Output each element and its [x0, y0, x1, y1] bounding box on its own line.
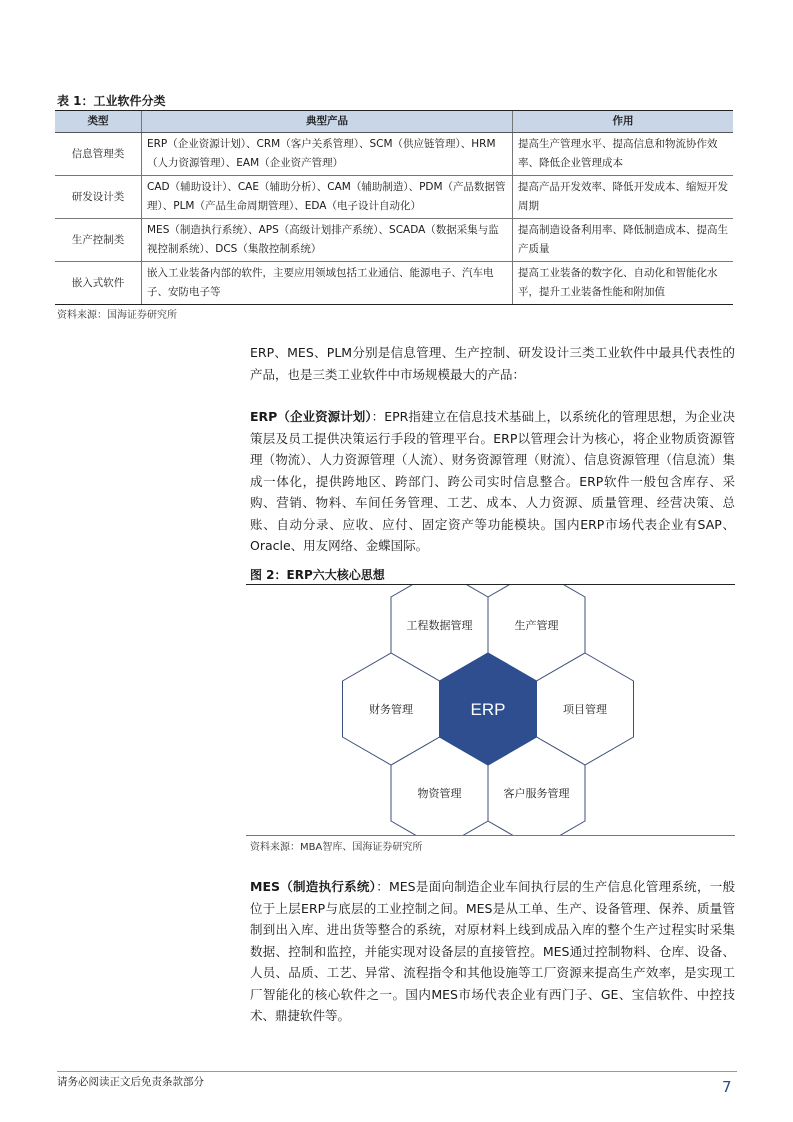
hex-label: 客户服务管理 — [503, 788, 570, 800]
header-products: 典型产品 — [142, 111, 513, 133]
type-cell: 信息管理类 — [55, 133, 142, 176]
products-cell: ERP（企业资源计划）、CRM（客户关系管理）、SCM（供应链管理）、HRM（人力资源管理）、EAM（企业资产管理） — [142, 133, 513, 176]
classification-table — [55, 110, 733, 305]
page-number: 7 — [722, 1078, 732, 1096]
footer-divider — [57, 1071, 737, 1072]
effect-cell: 提高工业装备的数字化、自动化和智能化水平，提升工业装备性能和附加值 — [513, 262, 734, 305]
effect-cell: 提高制造设备利用率、降低制造成本、提高生产质量 — [513, 219, 734, 262]
effect-cell: 提高产品开发效率、降低开发成本、缩短开发周期 — [513, 176, 734, 219]
hex-label: 物资管理 — [417, 788, 462, 800]
products-cell: CAD（辅助设计）、CAE（辅助分析）、CAM（辅助制造）、PDM（产品数据管理）、PLM（产品生命周期管理）、EDA（电子设计自动化） — [142, 176, 513, 219]
hex-label: 生产管理 — [514, 620, 559, 632]
type-cell: 生产控制类 — [55, 219, 142, 262]
table-row — [55, 262, 733, 305]
hex-label: 工程数据管理 — [406, 620, 473, 632]
table-title: 表 1：工业软件分类 — [57, 94, 166, 108]
header-effect: 作用 — [513, 111, 734, 133]
header-type: 类型 — [55, 111, 142, 133]
intro-paragraph: ERP、MES、PLM分别是信息管理、生产控制、研发设计三类工业软件中最具代表性的产品，也是三类工业软件中市场规模最大的产品： — [250, 345, 735, 382]
erp-hex-diagram — [246, 584, 735, 836]
hex-label: 财务管理 — [369, 704, 413, 716]
table-row — [55, 219, 733, 262]
hex-label: 项目管理 — [563, 704, 607, 716]
products-cell: MES（制造执行系统）、APS（高级计划排产系统）、SCADA（数据采集与监视控制系统）、DCS（集散控制系统） — [142, 219, 513, 262]
table-row — [55, 133, 733, 176]
mes-text: ：MES是面向制造企业车间执行层的生产信息化管理系统，一般位于上层ERP与底层的工业控制之间。MES是从工单、生产、设备管理、保养、质量管制到出入库、进出货等整合的系统，对原材料上线到成品入库的整个生产过程实时采集数据、控制和监控，并能实现对设备层的直接管控。MES通过控制物料、仓库、设备、人员、品质、工艺、异常、流程指令和其他设施等工厂资源来提高生产效率，是实现工厂智能化的核心软件之一。国内MES市场代表企业有西门子、GE、宝信软件、中控技术、鼎捷软件等。 — [250, 879, 735, 1023]
table-row — [55, 176, 733, 219]
type-cell: 研发设计类 — [55, 176, 142, 219]
products-cell: 嵌入工业装备内部的软件，主要应用领域包括工业通信、能源电子、汽车电子、安防电子等 — [142, 262, 513, 305]
footer-disclaimer: 请务必阅读正文后免责条款部分 — [57, 1076, 204, 1088]
type-cell: 嵌入式软件 — [55, 262, 142, 305]
mes-paragraph — [250, 876, 735, 1027]
effect-cell: 提高生产管理水平、提高信息和物流协作效率、降低企业管理成本 — [513, 133, 734, 176]
mes-label: MES（制造执行系统） — [250, 879, 377, 894]
figure-title: 图 2：ERP六大核心思想 — [250, 568, 385, 582]
erp-paragraph — [250, 406, 735, 557]
erp-text: ：EPR指建立在信息技术基础上，以系统化的管理思想，为企业决策层及员工提供决策运行手段的管理平台。ERP以管理会计为核心，将企业物质资源管理（物流）、人力资源管理（人流）、财务资源管理（财流）、信息资源管理（信息流）集成一体化，提供跨地区、跨部门、跨公司实时信息整合。ERP软件一般包含库存、采购、营销、物料、车间任务管理、工艺、成本、人力资源、质量管理、经营决策、总账、自动分录、应收、应付、固定资产等功能模块。国内ERP市场代表企业有SAP、Oracle、用友网络、金蝶国际。 — [250, 409, 736, 553]
table-source: 资料来源：国海证券研究所 — [57, 310, 177, 321]
table-header-row — [55, 111, 733, 133]
hex-center-label: ERP — [470, 700, 506, 719]
erp-label: ERP（企业资源计划） — [250, 409, 372, 424]
figure-source: 资料来源：MBA智库、国海证券研究所 — [250, 842, 423, 853]
